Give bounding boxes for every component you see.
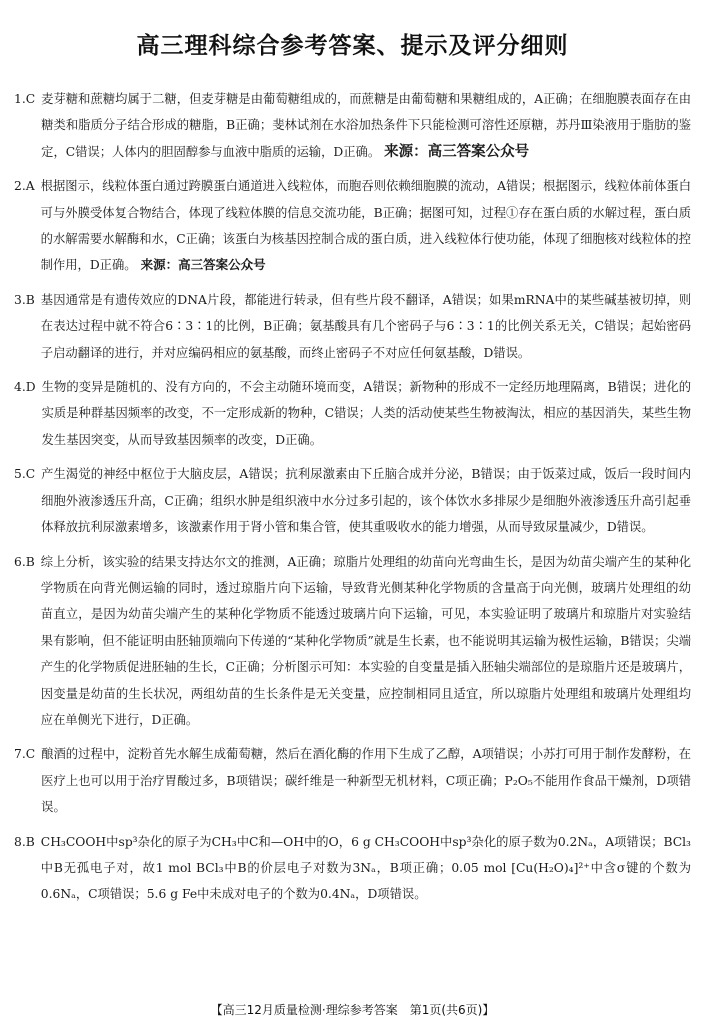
page-footer: 【高三12月质量检测·理综参考答案 第1页(共6页)】 [210,1003,495,1017]
question-number: 4.D [14,380,36,395]
answer-text: CH₃COOH中sp³杂化的原子为CH₃中C和—OH中的O，6 g CH₃COOH中sp³杂化的原子数为0.2Nₐ，A项错误；BCl₃中B无孤电子对，故1 mol BCl₃中B的价层电子对数为3Nₐ，B项正确；0.05 mol [Cu(H₂O)₄]²⁺中含σ键的个数为0.6Nₐ，C项错误；5.6 g Fe中未成对电子的个数为0.4Nₐ，D项错误。 [40,834,691,902]
answer-item [14,173,691,279]
answer-text: 生物的变异是随机的、没有方向的，不会主动随环境而变，A错误；新物种的形成不一定经历地理隔离，B错误；进化的实质是种群基因频率的改变，不一定形成新的物种，C错误；人类的活动使某些生物被淘汰，相应的基因消失，某些生物发生基因突变，从而导致基因频率的改变，D正确。 [41,380,691,447]
answer-text: 基因通常是有遗传效应的DNA片段，都能进行转录，但有些片段不翻译，A错误；如果mRNA中的某些碱基被切掉，则在表达过程中就不符合6∶3∶1的比例，B正确；氨基酸具有几个密码子与6∶3∶1的比例关系无关，C错误；起始密码子启动翻译的进行，并对应编码相应的氨基酸，而终止密码子不对应任何氨基酸，D错误。 [40,292,691,360]
question-number: 2.A [14,179,35,194]
answer-text-block [41,741,691,820]
answer-item [14,461,691,540]
question-number: 6.B [14,554,35,569]
source-note: 来源：高三答案公众号 [384,143,530,160]
answer-text: 根据图示，线粒体蛋白通过跨膜蛋白通道进入线粒体，而胞吞则依赖细胞膜的流动，A错误；根据图示，线粒体前体蛋白可与外膜受体复合物结合，体现了线粒体膜的信息交流功能，B正确；据图可知，过程①存在蛋白质的水解过程，蛋白质的水解需要水解酶和水，C正确；该蛋白为核基因控制合成的蛋白质，进入线粒体行使功能，体现了细胞核对线粒体的控制作用，D正确。 [40,179,691,273]
answer-item [14,549,691,734]
answer-text-block [41,829,691,908]
answer-text: 综上分析，该实验的结果支持达尔文的推测，A正确；琼脂片处理组的幼苗向光弯曲生长，是因为幼苗尖端产生的某种化学物质在向背光侧运输的同时，透过琼脂片向下运输，导致背光侧某种化学物质的含量高于向光侧，玻璃片处理组的幼苗直立，是因为幼苗尖端产生的某种化学物质不能透过玻璃片向下运输，可见，本实验证明了玻璃片和琼脂片对实验结果有影响，但不能证明由胚轴顶端向下传递的“某种化学物质”就是生长素，也不能说明其运输为极性运输，B错误；尖端产生的化学物质促进胚轴的生长，C正确；分析图示可知：本实验的自变量是插入胚轴尖端部位的是琼脂片还是玻璃片，因变量是幼苗的生长状况，两组幼苗的生长条件是无关变量，应控制相同且适宜，所以琼脂片处理组和玻璃片处理组均应在单侧光下进行，D正确。 [40,554,691,727]
answer-text-block [41,287,691,366]
answer-text-block [41,549,691,734]
answer-text-block [41,86,691,165]
question-number: 1.C [14,92,36,106]
page-title: 高三理科综合参考答案、提示及评分细则 [136,33,569,59]
answer-item [14,829,691,908]
answer-item [14,287,691,366]
question-number: 7.C [14,747,36,762]
answer-text-block [42,374,691,453]
answer-text-block [41,461,691,540]
answer-item [14,741,691,820]
answer-text: 酿酒的过程中，淀粉首先水解生成葡萄糖，然后在酒化酶的作用下生成了乙醇，A项错误；小苏打可用于制作发酵粉，在医疗上也可以用于治疗胃酸过多，B项错误；碳纤维是一种新型无机材料，C项正确；P₂O₅不能用作食品干燥剂，D项错误。 [41,747,691,815]
answer-text-block [41,173,691,279]
answer-text: 麦芽糖和蔗糖均属于二糖，但麦芽糖是由葡萄糖组成的，而蔗糖是由葡萄糖和果糖组成的，A正确；在细胞膜表面存在由糖类和脂质分子结合形成的糖脂，B正确；斐林试剂在水浴加热条件下只能检测可溶性还原糖，苏丹Ⅲ染液用于脂肪的鉴定，C错误；人体内的胆固醇参与血液中脂质的运输，D正确。 [41,92,691,159]
answer-text: 产生渴觉的神经中枢位于大脑皮层，A错误；抗利尿激素由下丘脑合成并分泌，B错误；由于饭菜过咸，饭后一段时间内细胞外液渗透压升高，C正确；组织水肿是组织液中水分过多引起的，该个体饮水多排尿少是细胞外液渗透压升高引起垂体释放抗利尿激素增多，该激素作用于肾小管和集合管，使其重吸收水的能力增强，从而导致尿量减少，D错误。 [41,467,691,535]
answer-item [14,374,691,453]
question-number: 3.B [14,292,35,307]
question-number: 5.C [14,467,36,482]
question-number: 8.B [14,834,35,849]
source-note: 来源：高三答案公众号 [140,257,266,273]
answer-item [14,86,691,165]
